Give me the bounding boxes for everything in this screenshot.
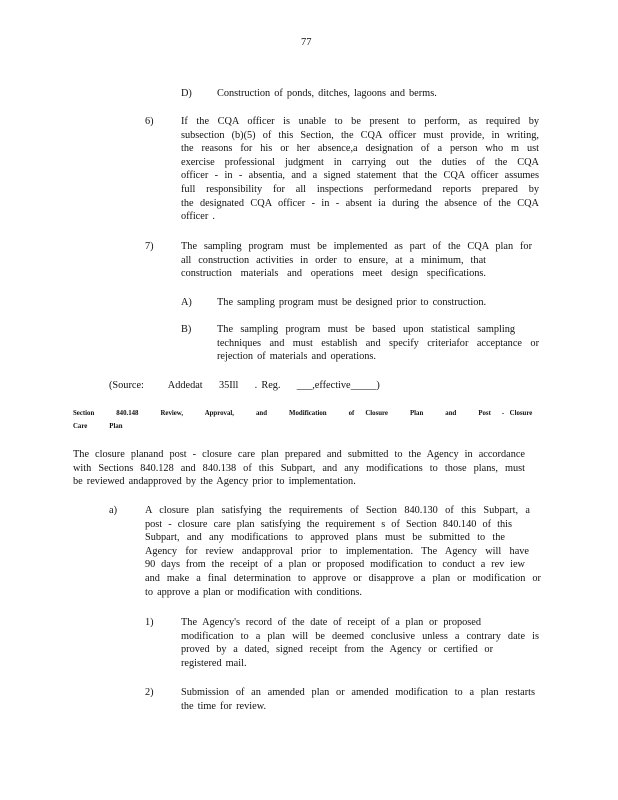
text-line: proved by a dated, signed receipt from the Agency or certified or xyxy=(181,644,493,656)
text-line: officer . xyxy=(181,211,215,223)
list-text-d: Construction of ponds, ditches, lagoons and berms. xyxy=(217,88,437,99)
text-line: The closure planand post - closure care plan prepared and submitted to the Agency in accordance xyxy=(73,449,525,460)
list-label-7a: A) xyxy=(181,297,192,308)
text-line: post - closure care plan satisfying the requirement s of Section 840.140 of this xyxy=(145,518,512,530)
text-line: with Sections 840.128 and 840.138 of this Subpart, and any modifications to those plans, must xyxy=(73,462,525,474)
list-text-a2 xyxy=(181,686,535,713)
list-label-7b: B) xyxy=(181,324,192,335)
text-line: full responsibility for all inspections performedand reports prepared by xyxy=(181,183,539,195)
text-line: Subpart, and any modifications to approved plans must be submitted to the xyxy=(145,532,505,544)
list-label-a1: 1) xyxy=(145,617,154,628)
text-line: modification to a plan will be deemed conclusive unless a contrary date is xyxy=(181,630,539,642)
text-line: Agency for review andapproval prior to implementation. The Agency will have xyxy=(145,545,529,557)
text-line: Submission of an amended plan or amended modification to a plan restarts xyxy=(181,687,535,698)
text-line: The sampling program must be implemented as part of the CQA plan for xyxy=(181,241,532,252)
text-line: A closure plan satisfying the requirements of Section 840.130 of this Subpart, a xyxy=(145,505,530,516)
text-line: registered mail. xyxy=(181,657,247,669)
text-line: 90 days from the receipt of a plan or proposed modification to conduct a rev iew xyxy=(145,559,525,571)
text-line: The Agency's record of the date of receipt of a plan or proposed xyxy=(181,617,481,628)
list-label-6: 6) xyxy=(145,116,154,127)
section-heading-line: Section 840.148 Review, Approval, and Modification of Closure Plan and Post - Closure xyxy=(73,409,533,417)
list-text-a xyxy=(145,504,541,599)
list-text-7b xyxy=(217,323,539,364)
text-line: rejection of materials and operations. xyxy=(217,351,376,363)
section-heading-line: Care Plan xyxy=(73,422,123,430)
list-label-d: D) xyxy=(181,88,192,99)
section-heading xyxy=(73,407,533,433)
list-text-7a: The sampling program must be designed prior to construction. xyxy=(217,297,487,308)
text-line: and make a final determination to approve or disapprove a plan or modification or xyxy=(145,572,541,584)
text-line: techniques and must establish and specify criteriafor acceptance or xyxy=(217,337,539,349)
source-note: (Source: Addedat 35Ill . Reg. ___,effective_____) xyxy=(109,380,380,391)
list-text-6 xyxy=(181,115,539,224)
text-line: be reviewed andapproved by the Agency prior to implementation. xyxy=(73,476,356,488)
list-label-a2: 2) xyxy=(145,687,154,698)
text-line: the designated CQA officer - in - absent ia during the absence of the CQA xyxy=(181,197,539,209)
page-number: 77 xyxy=(301,37,312,48)
text-line: the reasons for his or her absence,a designation of a person who m ust xyxy=(181,143,539,155)
list-label-7: 7) xyxy=(145,241,154,252)
list-label-a: a) xyxy=(109,505,117,516)
intro-paragraph xyxy=(73,448,525,489)
text-line: exercise professional judgment in carrying out the duties of the CQA xyxy=(181,156,539,168)
text-line: construction materials and operations meet design specifications. xyxy=(181,268,486,280)
text-line: If the CQA officer is unable to be present to perform, as required by xyxy=(181,116,539,127)
list-text-a1 xyxy=(181,616,539,670)
text-line: all construction activities in order to ensure, at a minimum, that xyxy=(181,254,486,266)
text-line: the time for review. xyxy=(181,700,267,712)
text-line: officer - in - absentia, and a signed statement that the CQA officer assumes xyxy=(181,170,539,182)
list-text-7 xyxy=(181,240,532,281)
text-line: subsection (b)(5) of this Section, the CQA officer must provide, in writing, xyxy=(181,129,539,141)
text-line: The sampling program must be based upon statistical sampling xyxy=(217,324,515,335)
text-line: to approve a plan or modification with conditions. xyxy=(145,586,362,598)
